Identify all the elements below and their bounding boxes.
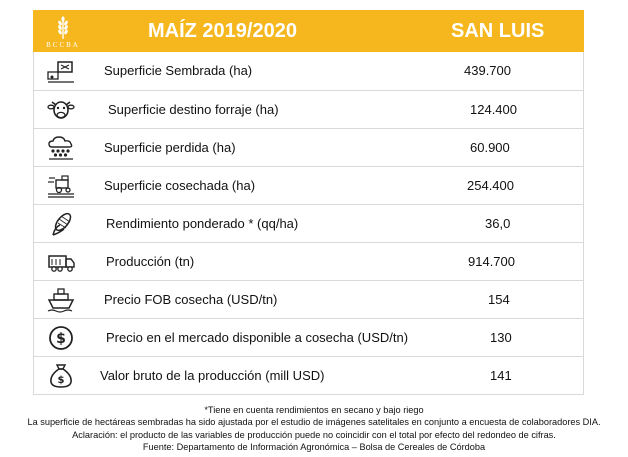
footnote-rounding: Aclaración: el producto de las variables de producción puede no coincidir con el total por efecto del redondeo de cifras. — [72, 429, 556, 440]
row-value: 60.900 — [470, 140, 510, 155]
seeder-icon — [46, 58, 76, 84]
row-label: Superficie cosechada (ha) — [104, 178, 256, 193]
row-label: Rendimiento ponderado * (qq/ha) — [106, 216, 299, 231]
row-value: 124.400 — [470, 102, 517, 117]
table-row — [34, 281, 583, 319]
corn-icon — [46, 211, 76, 237]
row-value: 439.700 — [464, 63, 511, 78]
row-value: 254.400 — [467, 178, 514, 193]
row-value: 130 — [490, 330, 512, 345]
table-row — [34, 243, 583, 281]
table-row — [34, 205, 583, 243]
row-label: Precio FOB cosecha (USD/tn) — [104, 292, 278, 307]
harvester-icon — [46, 173, 76, 199]
row-value: 36,0 — [485, 216, 511, 231]
table-header — [33, 10, 584, 52]
row-value: 914.700 — [468, 254, 515, 269]
cow-icon — [46, 97, 76, 123]
footnote-satellite: La superficie de hectáreas sembradas ha sido ajustada por el estudio de imágenes satelitales en conjunto a encuesta de colaboradores DIA. — [27, 417, 601, 428]
row-value: 154 — [488, 292, 510, 307]
table-row — [34, 129, 583, 167]
wheat-icon — [53, 16, 73, 40]
row-label: Superficie Sembrada (ha) — [104, 63, 253, 78]
row-label: Superficie destino forraje (ha) — [108, 102, 279, 117]
footnote-source: Fuente: Departamento de Información Agronómica – Bolsa de Cereales de Córdoba — [142, 441, 486, 452]
table-row — [34, 319, 583, 357]
svg-text:$: $ — [56, 331, 66, 347]
table-row — [34, 167, 583, 205]
footnotes — [0, 404, 628, 453]
table-row — [34, 52, 583, 91]
crop-summary-table — [33, 10, 584, 395]
hail-cloud-icon — [46, 135, 76, 161]
row-value: 141 — [490, 368, 512, 383]
bccba-logo — [39, 14, 87, 50]
row-label: Producción (tn) — [106, 254, 195, 269]
crop-title: MAÍZ 2019/2020 — [148, 20, 297, 42]
table-row — [34, 91, 583, 129]
row-label: Valor bruto de la producción (mill USD) — [100, 368, 325, 383]
row-label: Precio en el mercado disponible a cosecha (USD/tn) — [106, 330, 409, 345]
logo-text: BCCBA — [46, 40, 80, 49]
footnote-irrigation: *Tiene en cuenta rendimientos en secano y bajo riego — [204, 405, 424, 415]
svg-text:$: $ — [57, 375, 65, 386]
table-row — [34, 357, 583, 395]
money-bag-icon — [46, 363, 76, 389]
truck-icon — [46, 249, 76, 275]
rows-container — [33, 52, 584, 395]
row-label: Superficie perdida (ha) — [104, 140, 236, 155]
region-title: SAN LUIS — [451, 20, 545, 42]
dollar-circle-icon — [46, 325, 76, 351]
ship-icon — [46, 287, 76, 313]
